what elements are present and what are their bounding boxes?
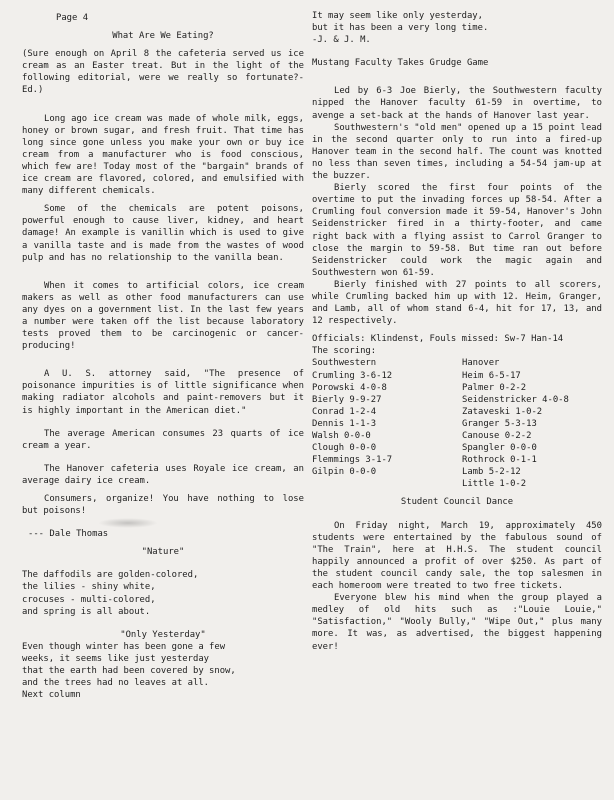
poem-line: and the trees had no leaves at all. xyxy=(22,678,210,689)
team-name: Hanover xyxy=(462,358,500,369)
poem-line: weeks, it seems like just yesterday xyxy=(22,653,210,664)
box-score xyxy=(312,357,602,490)
player-score: Heim 6-5-17 xyxy=(462,370,521,381)
player-score: Palmer 0-2-2 xyxy=(462,382,527,393)
eating-paragraph: The average American consumes 23 quarts of ice cream a year. xyxy=(22,428,304,451)
game-paragraph: Southwestern's "old men" opened up a 15 point lead in the second quarter only to run into a fired-up Hanover team in the second half. The count was knotted no less than seven times, including a 54-54 jam-up at the buzzer. xyxy=(312,122,602,182)
dance-paragraph: Everyone blew his mind when the group played a medley of old hits such as :"Louie Louie," "Satisfaction," "Wooly Bully," "Wipe Out," plus many more. It was, as advertised, the biggest happening ever! xyxy=(312,593,602,652)
player-score: Clough 0-0-0 xyxy=(312,443,377,454)
player-score: Crumling 3-6-12 xyxy=(312,370,393,381)
continued-note: Next column xyxy=(22,690,81,701)
player-score: Rothrock 0-1-1 xyxy=(462,455,537,466)
page-number: Page 4 xyxy=(56,13,89,23)
poem-line: The daffodils are golden-colored, xyxy=(22,570,199,581)
right-column xyxy=(312,12,602,653)
poem-line: and spring is all about. xyxy=(22,606,151,617)
editors-note: (Sure enough on April 8 the cafeteria served us ice cream as an Easter treat. But in the light of the following editorial, were we really so fortunate?-Ed.) xyxy=(22,49,304,96)
player-score: Zataveski 1-0-2 xyxy=(462,406,543,417)
poem-byline: -J. & J. M. xyxy=(312,35,371,46)
player-score: Walsh 0-0-0 xyxy=(312,431,371,441)
poem-line: Even though winter has been gone a few xyxy=(22,641,226,652)
game-paragraph: Bierly finished with 27 points to all scorers, while Crumling backed him up with 12. Heim, Granger, and Lamb, all of whom stand 6-4, hit for 17, 13, and 12 respectively. xyxy=(312,279,602,327)
poem-line: that the earth had been covered by snow, xyxy=(22,666,236,677)
officials-line: Officials: Klindenst, Fouls missed: Sw-7 Han-14 xyxy=(312,334,564,345)
article-title-game: Mustang Faculty Takes Grudge Game xyxy=(312,58,489,69)
game-paragraph: Led by 6-3 Joe Bierly, the Southwestern faculty nipped the Hanover faculty 61-59 in overtime, to avenge a set-back at the hands of Hanover last year. xyxy=(312,86,602,121)
poem-line: crocuses - multi-colored, xyxy=(22,594,156,605)
eating-paragraph: A U. S. attorney said, "The presence of poisonance impurities is of little significance when making radiator alcohols and paint-removers but it is highly important in the American diet." xyxy=(22,369,304,416)
article-title-eating: What Are We Eating? xyxy=(112,31,214,42)
player-score: Porowski 4-0-8 xyxy=(312,382,387,393)
player-score: Canouse 0-2-2 xyxy=(462,431,532,441)
byline: --- Dale Thomas xyxy=(28,529,109,540)
team-name: Southwestern xyxy=(312,358,377,369)
player-score: Bierly 9-9-27 xyxy=(312,394,382,405)
player-score: Little 1-0-2 xyxy=(462,479,527,490)
game-paragraph: Bierly scored the first four points of the overtime to put the invading forces up 58-54. After a Crumling foul conversion made it 59-54, Hanover's John Seidenstricker fired in a thirty-footer, and came right back with a flying assist to Carrol Granger to close the margin to 59-58. But time ran out before Seidenstricker could work the magic again and Southwestern won 61-59. xyxy=(312,183,602,278)
eating-paragraph: Some of the chemicals are potent poisons, powerful enough to cause liver, kidney, and heart damage! An example is vanillin which is used to give a vanilla taste and is made from the wastes of wood pulp and has no relationship to the vanilla bean. xyxy=(22,204,304,263)
player-score: Dennis 1-1-3 xyxy=(312,418,377,429)
poem-title: "Nature" xyxy=(141,547,185,558)
scoring-label: The scoring: xyxy=(312,346,377,357)
article-title-dance: Student Council Dance xyxy=(400,497,514,508)
ink-smudge xyxy=(98,518,158,528)
player-score: Spangler 0-0-0 xyxy=(462,443,537,454)
eating-paragraph: Consumers, organize! You have nothing to lose but poisons! xyxy=(22,494,304,517)
eating-paragraph: The Hanover cafeteria uses Royale ice cream, an average dairy ice cream. xyxy=(22,463,304,486)
player-score: Lamb 5-2-12 xyxy=(462,467,521,478)
poem-title: "Only Yesterday" xyxy=(120,629,206,640)
poem-line: the lilies - shiny white, xyxy=(22,582,156,593)
player-score: Flemmings 3-1-7 xyxy=(312,455,393,466)
eating-paragraph: When it comes to artificial colors, ice cream makers as well as other food manufacturers can use any dyes on a government list. In the last few years a number were taken off the list because laboratory tests proved them to be carcinogenic or cancer-producing! xyxy=(22,280,304,352)
player-score: Conrad 1-2-4 xyxy=(312,406,377,417)
poem-line: but it has been a very long time. xyxy=(312,23,489,34)
poem-line: It may seem like only yesterday, xyxy=(312,11,483,21)
player-score: Granger 5-3-13 xyxy=(462,418,537,429)
player-score: Seidenstricker 4-0-8 xyxy=(462,394,569,405)
left-column xyxy=(22,12,304,701)
player-score: Gilpin 0-0-0 xyxy=(312,467,377,478)
dance-paragraph: On Friday night, March 19, approximately 450 students were entertained by the fabulous sound of "The Train", here at H.H.S. The student council happily announced a profit of over $250. As part of the student council candy sale, the top salesmen in each homeroom were treated to two free tickets. xyxy=(312,520,602,592)
eating-paragraph: Long ago ice cream was made of whole milk, eggs, honey or brown sugar, and fresh fruit. That time has long since gone unless you make your own or buy ice cream from a manufacturer who is food conscious, which few are! Today most of the "bargain" brands of ice cream are flavored, colored, and emulsified with many different chemicals. xyxy=(22,113,304,197)
